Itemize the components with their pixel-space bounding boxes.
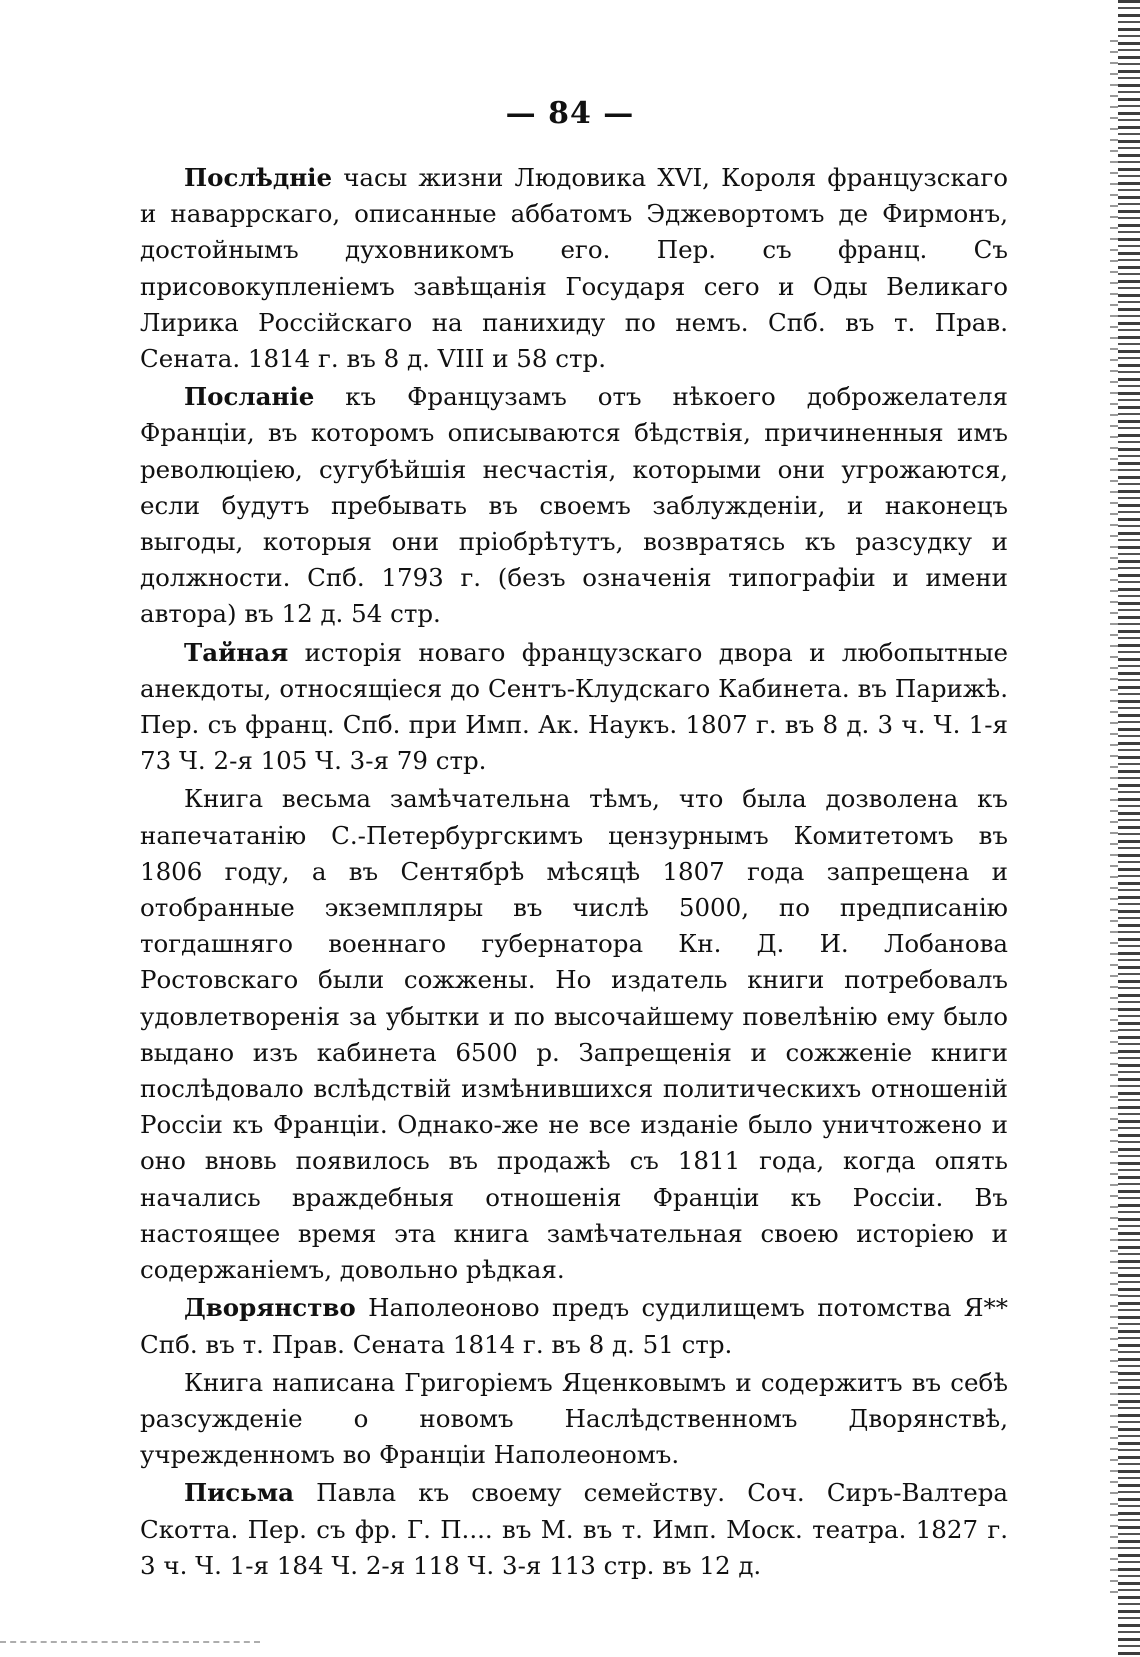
entry-text: исторія новаго французскаго двора и любопытные анекдоты, относящіеся до Сентъ-Клудскаго Кабинета. въ Парижѣ. Пер. съ франц. Спб. при Имп. Ак. Наукъ. 1807 г. въ 8 д. 3 ч. Ч. 1-я 73 Ч. 2-я 105 Ч. 3-я 79 стр. bbox=[140, 637, 1008, 776]
bibliography-entry bbox=[140, 1475, 1008, 1584]
entry-title-word: Послѣдніе bbox=[184, 163, 333, 192]
bibliography-entry bbox=[140, 1290, 1008, 1362]
page-number: — 84 — bbox=[505, 96, 635, 131]
entry-note: Книга написана Григоріемъ Яценковымъ и содержитъ въ себѣ разсужденіе о новомъ Наслѣдственномъ Дворянствѣ, учрежденномъ во Франціи Наполеономъ. bbox=[140, 1367, 1008, 1470]
entry-note: Книга весьма замѣчательна тѣмъ, что была дозволена къ напечатанію С.-Петербургскимъ цензурнымъ Комитетомъ въ 1806 году, а въ Сентябрѣ мѣсяцѣ 1807 года запрещена и отобранные экземпляры въ числѣ 5000, по предписанію тогдашняго военнаго губернатора Кн. Д. И. Лобанова Ростовскаго были сожжены. Но издатель книги потребовалъ удовлетворенія за убытки и по высочайшему повелѣнію ему было выдано изъ кабинета 6500 р. Запрещенія и сожженіе книги послѣдовало вслѣдствій измѣнившихся политическихъ отношеній Россіи къ Франціи. Однако-же не все изданіе было уничтожено и оно вновь появилось въ продажѣ съ 1811 года, когда опять начались враждебныя отношенія Франціи къ Россіи. Въ настоящее время эта книга замѣчательная своею исторіею и содержаніемъ, довольно рѣдкая. bbox=[140, 784, 1008, 1285]
bibliography-entry bbox=[140, 635, 1008, 780]
bibliography-entry bbox=[140, 160, 1008, 377]
bibliography-entry bbox=[140, 379, 1008, 632]
entry-text: къ Французамъ отъ нѣкоего доброжелателя Франціи, въ которомъ описываются бѣдствія, причиненныя имъ революціею, сугубѣйшія несчастія, которыми они угрожаются, если будутъ пребывать въ своемъ заблужденіи, и наконецъ выгоды, которыя они пріобрѣтутъ, возвратясь къ разсудку и должности. Спб. 1793 г. (безъ означенія типографіи и имени автора) въ 12 д. 54 стр. bbox=[140, 382, 1008, 629]
entry-text: Наполеоново предъ судилищемъ потомства Я** Спб. въ т. Прав. Сената 1814 г. въ 8 д. 51 стр. bbox=[140, 1293, 1008, 1359]
entry-title-word: Письма bbox=[184, 1478, 295, 1508]
text-column bbox=[140, 160, 1008, 1586]
scan-edge-shadow bbox=[1110, 40, 1118, 1600]
entry-title-word: Посланіе bbox=[184, 382, 315, 412]
scan-page-edge bbox=[1118, 0, 1140, 1657]
entry-title-word: Тайная bbox=[184, 637, 289, 667]
entry-text: часы жизни Людовика XVI, Короля французскаго и наваррскаго, описанные аббатомъ Эджевортомъ де Фирмонъ, достойнымъ духовникомъ его. Пер. съ франц. Съ присовокупленіемъ завѣщанія Государя сего и Оды Великаго Лирика Россійскаго на панихиду по немъ. Спб. въ т. Прав. Сената. 1814 г. въ 8 д. VIII и 58 стр. bbox=[140, 163, 1008, 374]
entry-title-word: Дворянство bbox=[184, 1293, 356, 1323]
scan-bottom-mark bbox=[0, 1639, 260, 1643]
entry-text: Павла къ своему семейству. Соч. Сиръ-Валтера Скотта. Пер. съ фр. Г. П.... въ М. въ т. Имп. Моск. театра. 1827 г. 3 ч. Ч. 1-я 184 Ч. 2-я 118 Ч. 3-я 113 стр. въ 12 д. bbox=[140, 1478, 1008, 1580]
